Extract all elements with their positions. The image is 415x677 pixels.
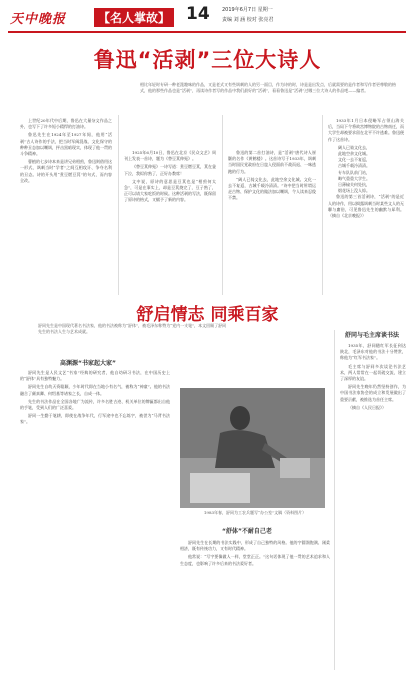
feature-column-2: 舒同先生在长期的书法实践中，形成了自己独特的风格。他的字圆润饱满、刚柔相济，既有传统功力，又有时代精神。 他常说：“写字要像做人一样，堂堂正正。”这句话体现了他一贯的艺术追求和人生态度，也影响了许多后来的书法爱好者。 bbox=[180, 540, 330, 566]
feature-column-1: 舒同先生是人民文艺“书家”经典的研究者，他自幼研习书法，在中国历史上的“舒体”具有独特魅力。 舒同先生自幼天资聪颖，少年时代即在当地小有名气，被称为“神童”。他的书法融合了颜真卿、何绍基等诸家之长，自成一体。 先生的书法作品在全国各地广为流传，许多名胜古迹、机关单位的牌匾都出自他的手笔，受到人们的广泛喜爱。 舒同一生勤于笔耕，即使在战争年代，行军途中也不忘练字，被誉为“马背书法家”。 bbox=[20, 370, 170, 425]
feature-heading-2: “舒体”不耐自己老 bbox=[222, 528, 272, 535]
page-number: 14 bbox=[186, 4, 210, 24]
section-label: 【名人掌故】 bbox=[94, 8, 174, 27]
feature-photo bbox=[180, 388, 325, 508]
feature-subhead: 舒同先生是中国现代著名书法家，他的书法被称为“舒体”，被毛泽东称赞为“党内一支笔”，本文回顾了舒同先生的书法人生与艺术成就。 bbox=[38, 323, 227, 334]
editor-credits: 责编 刘 涵 校对 张亮君 bbox=[222, 17, 274, 23]
column-divider bbox=[334, 330, 335, 670]
feature-heading-1: 高渊源“书家起大家” bbox=[60, 360, 116, 367]
article-intro: 相比年轻时专研一种老派趣味的作品，又是老式又有些讽刺的人的另一面目，作为诗的时，诗是是出发点，后就需要的是作者和写作者更尊敬的格式，他的那些作品也是“活剥”，再读诗作者写的作品中我们最好的“活剥”，看看鲁迅是“活剥”过哪三位大诗人的作品吧——编者。 bbox=[140, 82, 396, 93]
article-column-2: 1925年6月10日，鲁迅在北京《民众文艺》周刊上发表一首诗，题为《替豆萁伸冤》。 《替豆萁伸冤》一诗写道：煮豆燃豆萁，萁在釜下泣，我烬你熟了，正好办教席！ 文中说，原诗的意思是豆萁也是“相煎何太急”，可是在事实上，却是豆萁烧完了，豆子熟了，正可以请大家吃饭的时候。这种活剥的写法，既保留了原诗的格式，又赋予了新的内容。 bbox=[124, 150, 216, 203]
column-divider bbox=[118, 115, 119, 295]
article-column-3: 鲁迅的第二首打油诗，是“活剥”唐代诗人崔颢的名作《黄鹤楼》。这首诗写于1933年，讽刺当时国民党政府在日寇入侵面前不战而退、一味逃跑的行为。 “阔人已骑文化去，此地空余文化城。文化一去不复返，古城千载冷清清。”诗中把当时所谓运走古物、保护文化的做法加以嘲讽，令人读来忍俊不禁。 bbox=[228, 150, 316, 201]
feature-column-3: 1935年，舒同随红军长征到达陕北，毛泽东对他的书法十分赞赏，称他为“红军书法家”。 毛主席与舒同多次谈论书法艺术，两人常常在一起切磋交流，建立了深厚的友谊。 舒同先生晚年仍然坚持创作，为中国书法家协会的成立和发展做出了重要贡献，被推选为首任主席。 （摘自《人民日报》） bbox=[340, 343, 406, 410]
feature-banner: 舒启情志 同乘百家 bbox=[136, 305, 279, 325]
newspaper-logo: 天中晚报 bbox=[10, 12, 67, 27]
article-column-4: 1933年1月日本侵略军占领山海关后，当局下令将故宫博物院的古物南迁，而大学生却被要求留在北平不许逃难。鲁迅便作了这首诗。 阔人已骑文化去， 此地空余文化城。 文化一去不复返， 古城千载冷清清。 专车队队前门站， 晦气重重大学生。 日薄榆关何处抗， 烟花场上没人惊。 鲁迅的第三首活剥诗，“活剥”的是近人的诗作，用以揭露讽刺当时某些文人的无聊与庸俗，可见鲁迅先生的幽默与犀利。（摘自《北京晚报》） bbox=[328, 118, 404, 219]
article-column-1: 上世纪20年代中后期，鲁迅在大量杂文作品之外，也写下了许多短小精悍的打油诗。 鲁迅先生在1924年至1927年间，他用“活剥”古人诗作的手法，把当时军阀混战、文化保守的种种丑态加以嘲讽，抨击黑暗现实，体现了他一贯的斗争精神。 曹植的七步诗本来是讲兄弟相煎，鲁迅则借用这一形式，讽刺当时“学者”之间互相攻讦、争夺名利的丑态。诗的开头用“煮豆燃豆萁”的句式，而内容全改。 bbox=[20, 118, 112, 183]
column-divider bbox=[322, 115, 323, 295]
issue-date: 2019年6月7日 星期一 bbox=[222, 7, 273, 13]
article-title: 鲁迅“活剥”三位大诗人 bbox=[93, 48, 322, 72]
column-divider bbox=[222, 115, 223, 295]
feature-heading-3: 舒同与毛主席谈书法 bbox=[345, 332, 400, 339]
photo-caption: 1983年春，舒同为工农兵题写“办公室”文稿（资料图片） bbox=[203, 510, 307, 515]
header-rule bbox=[8, 31, 406, 33]
masthead bbox=[0, 0, 415, 34]
